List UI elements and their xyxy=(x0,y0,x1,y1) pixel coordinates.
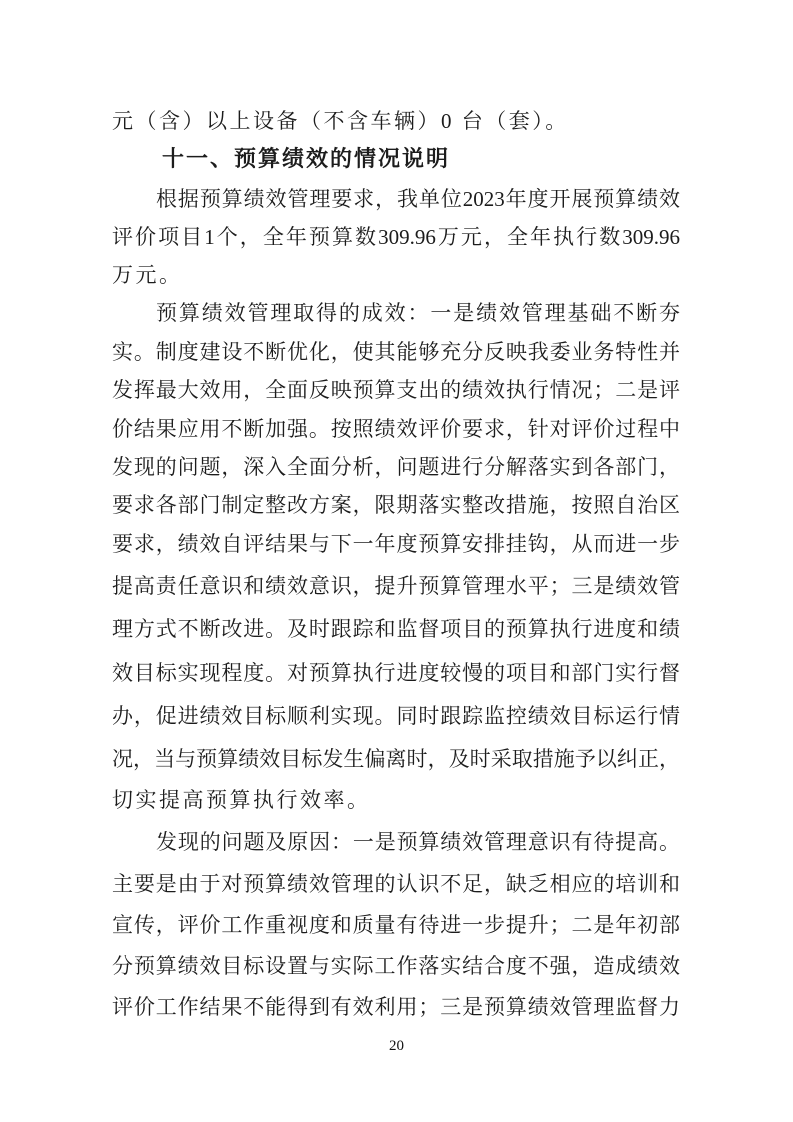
text-line: 预算绩效管理取得的成效：一是绩效管理基础不断夯 xyxy=(156,301,680,325)
text-line: 提高责任意识和绩效意识，提升预算管理水平；三是绩效管 xyxy=(112,574,680,598)
text-line: 宣传，评价工作重视度和质量有待进一步提升；二是年初部 xyxy=(112,913,680,937)
text-line: 元（含）以上设备（不含车辆）0 台（套）。 xyxy=(112,109,569,133)
text-line: 根据预算绩效管理要求，我单位2023年度开展预算绩效 xyxy=(156,187,680,211)
section-heading: 十一、预算绩效的情况说明 xyxy=(162,146,451,171)
text-line: 切实提高预算执行效率。 xyxy=(112,788,371,812)
text-line: 理方式不断改进。及时跟踪和监督项目的预算执行进度和绩 xyxy=(112,617,680,641)
text-line: 效目标实现程度。对预算执行进度较慢的项目和部门实行督 xyxy=(112,661,680,685)
text-line: 主要是由于对预算绩效管理的认识不足，缺乏相应的培训和 xyxy=(112,872,680,896)
text-line: 发现的问题及原因：一是预算绩效管理意识有待提高。 xyxy=(156,830,680,854)
text-line: 发现的问题，深入全面分析，问题进行分解落实到各部门， xyxy=(112,455,680,479)
text-line: 况，当与预算绩效目标发生偏离时，及时采取措施予以纠正， xyxy=(112,747,680,771)
text-line: 评价项目1个，全年预算数309.96万元，全年执行数309.96 xyxy=(112,225,680,249)
text-line: 实。制度建设不断优化，使其能够充分反映我委业务特性并 xyxy=(112,340,680,364)
text-line: 要求各部门制定整改方案，限期落实整改措施，按照自治区 xyxy=(112,493,680,517)
text-line: 发挥最大效用，全面反映预算支出的绩效执行情况；二是评 xyxy=(112,378,680,402)
text-line: 分预算绩效目标设置与实际工作落实结合度不强，造成绩效 xyxy=(112,954,680,978)
page-number: 20 xyxy=(389,1038,404,1054)
text-line: 办，促进绩效目标顺利实现。同时跟踪监控绩效目标运行情 xyxy=(112,704,680,728)
text-line: 评价工作结果不能得到有效利用；三是预算绩效管理监督力 xyxy=(112,995,680,1019)
text-line: 价结果应用不断加强。按照绩效评价要求，针对评价过程中 xyxy=(112,417,680,441)
text-line: 万元。 xyxy=(112,263,183,287)
text-line: 要求，绩效自评结果与下一年度预算安排挂钩，从而进一步 xyxy=(112,532,680,556)
